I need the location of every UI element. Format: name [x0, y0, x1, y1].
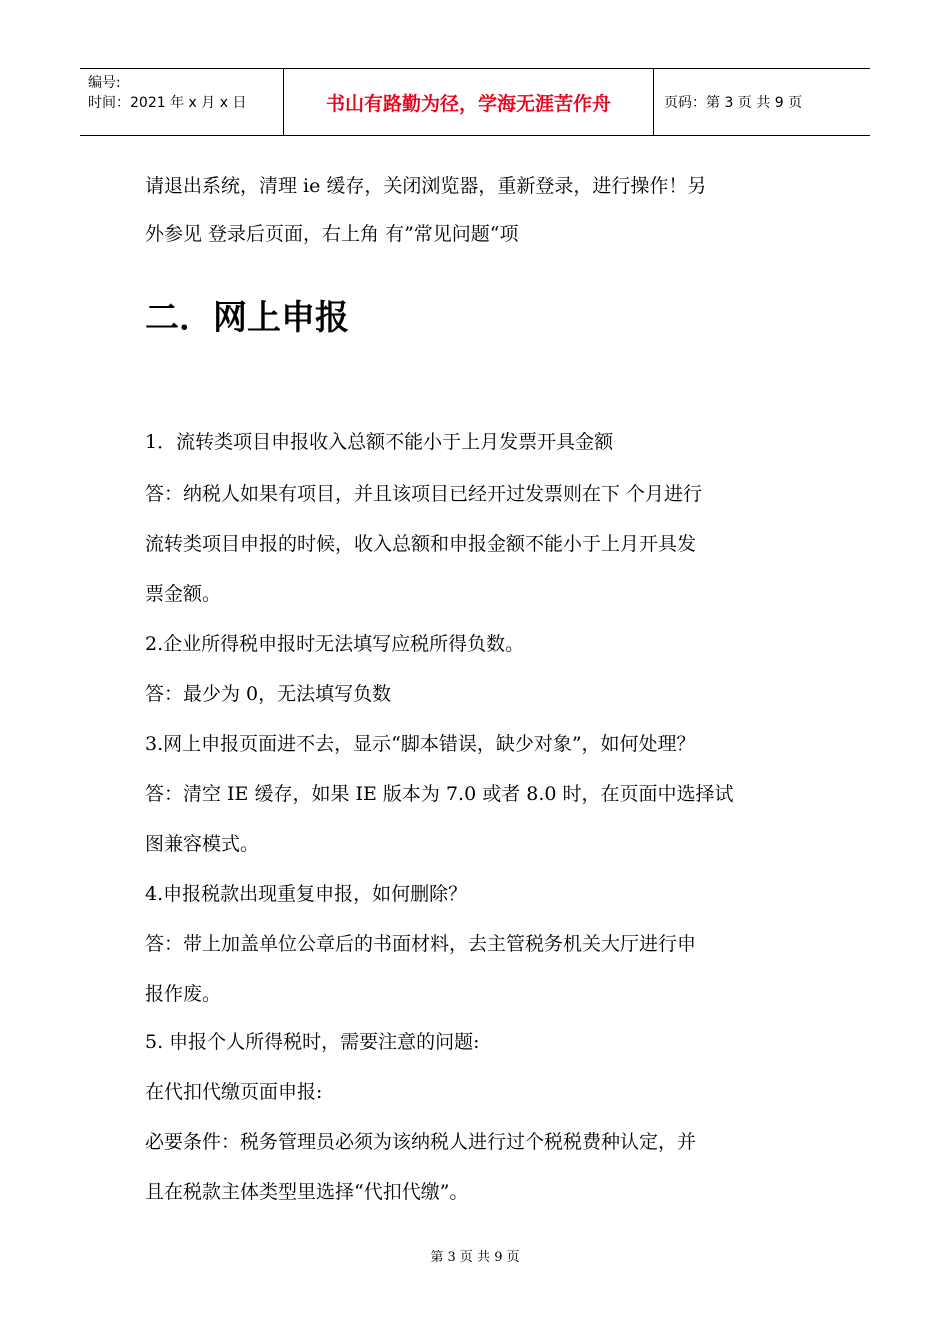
answer-5-line-3: 且在税款主体类型里选择“代扣代缴”。 [145, 1181, 469, 1203]
header-motto-cell [283, 69, 654, 135]
answer-1-line-2: 流转类项目申报的时候，收入总额和申报金额不能小于上月开具发 [145, 533, 697, 555]
header-motto: 书山有路勤为径，学海无涯苦作舟 [325, 92, 611, 115]
question-1: 1．流转类项目申报收入总额不能小于上月发票开具金额 [145, 431, 614, 453]
answer-4-line-2: 报作废。 [145, 983, 222, 1005]
header-meta [80, 69, 283, 135]
section-heading: 二．网上申报 [145, 298, 349, 338]
answer-3-line-2: 图兼容模式。 [145, 833, 260, 855]
answer-3-line-1: 答：清空 IE 缓存，如果 IE 版本为 7.0 或者 8.0 时，在页面中选择试 [145, 783, 734, 805]
page-footer: 第 3 页 共 9 页 [430, 1250, 520, 1265]
answer-1-line-3: 票金额。 [145, 583, 222, 605]
body-line: 请退出系统，清理 ie 缓存，关闭浏览器，重新登录，进行操作！另 [145, 175, 707, 197]
answer-5-line-1: 在代扣代缴页面申报: [145, 1081, 323, 1103]
header-page-info: 页码：第 3 页 共 9 页 [664, 95, 803, 111]
question-4: 4.申报税款出现重复申报，如何删除？ [145, 883, 468, 905]
document-time-label: 时间：2021 年 x 月 x 日 [88, 95, 247, 111]
question-2: 2.企业所得税申报时无法填写应税所得负数。 [145, 633, 525, 655]
answer-2: 答：最少为 0，无法填写负数 [145, 683, 392, 705]
page-header [80, 68, 870, 136]
answer-5-line-2: 必要条件：税务管理员必须为该纳税人进行过个税税费种认定，并 [145, 1131, 697, 1153]
question-5: 5. 申报个人所得税时，需要注意的问题: [145, 1031, 480, 1053]
answer-4-line-1: 答：带上加盖单位公章后的书面材料，去主管税务机关大厅进行申 [145, 933, 697, 955]
body-line: 外参见 登录后页面，右上角 有”常见问题“项 [145, 223, 519, 245]
answer-1-line-1: 答：纳税人如果有项目，并且该项目已经开过发票则在下 个月进行 [145, 483, 703, 505]
question-3: 3.网上申报页面进不去，显示“脚本错误，缺少对象”，如何处理？ [145, 733, 696, 755]
document-number-label: 编号: [88, 75, 121, 91]
